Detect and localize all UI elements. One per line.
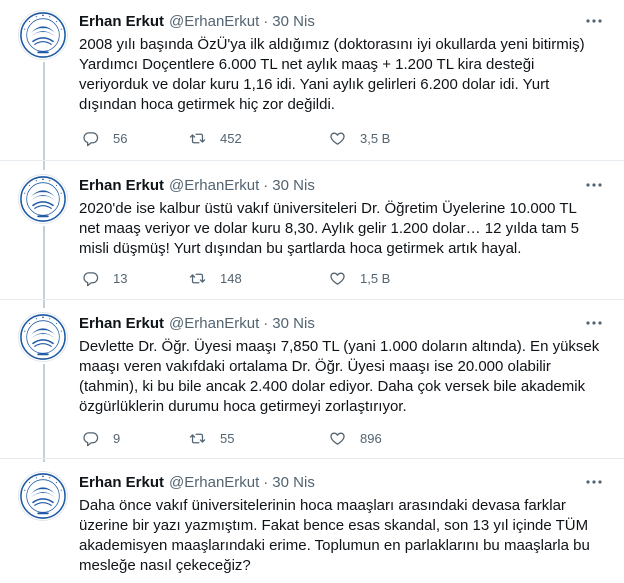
avatar[interactable] [18,312,68,362]
avatar[interactable] [18,471,68,521]
tweet-4[interactable] [0,461,624,583]
retweet-icon [189,270,206,287]
tweet-3[interactable] [0,302,624,457]
avatar[interactable] [18,174,68,224]
like-button[interactable] [329,128,390,148]
tweet-date[interactable]: 30 Nis [272,176,315,194]
author-handle[interactable]: @ErhanErkut [169,473,260,491]
retweet-icon [189,130,206,147]
reply-icon [82,430,99,447]
retweet-count: 148 [220,270,242,286]
reply-button[interactable] [82,428,120,448]
more-button[interactable] [584,13,604,29]
like-count: 1,5 B [360,270,391,286]
separator-dot: · [263,314,269,332]
reply-icon [82,130,99,147]
reply-count: 9 [113,430,121,446]
author-name[interactable]: Erhan Erkut [79,314,165,332]
divider [0,299,624,300]
more-button[interactable] [584,177,604,193]
university-seal-logo [19,472,67,520]
tweet-text: Devlette Dr. Öğr. Üyesi maaşı 7,850 TL (yani 1.000 doların altında). En yüksek maaşı veren vakıfdaki ortalama Dr. Öğr. Üyesi maaşı ise 20.000 olabilir (tahmin), ki bu bile ancak 2.400 dolar ediyor. Daha çok versek bile akademik özgürlüklerin durumu hoca getirmeyi zorlaştırıyor. [79,338,600,415]
more-icon [586,19,602,23]
reply-button[interactable] [82,268,127,288]
tweet-text: 2020'de ise kalbur üstü vakıf üniversiteleri Dr. Öğretim Üyelerine 10.000 TL net maaş veriyor ve dolar kuru 8,30. Aylık gelir 1.200 dolar… 12 yılda tam 5 misli düşmüş! Yurt dışından bu şartlarda hoca getirmek artık hayal. [79,200,579,257]
retweet-count: 55 [220,430,235,446]
tweet-header [79,471,606,493]
tweet-date[interactable]: 30 Nis [272,314,315,332]
university-seal-logo [19,11,67,59]
university-seal-logo [19,313,67,361]
author-name[interactable]: Erhan Erkut [79,473,165,491]
avatar[interactable] [18,10,68,60]
retweet-button[interactable] [189,128,242,148]
like-button[interactable] [329,268,390,288]
more-button[interactable] [584,315,604,331]
reply-icon [82,270,99,287]
university-seal-logo [19,175,67,223]
more-icon [586,321,602,325]
reply-button[interactable] [82,128,127,148]
tweet-actions [79,428,439,448]
tweet-header [79,174,606,196]
tweet-text: 2008 yılı başında ÖzÜ'ya ilk aldığımız (doktorasını iyi okullarda yeni bitirmiş) Yardımcı Doçentlere 6.000 TL net aylık maaş + 1.200 TL kira desteği veriyorduk ve dolar kuru 1,16 idi. Yani aylık gelirleri 6.200 dolar idi. Yurt dışından hoca getirmek hiç zor değildi. [79,36,585,113]
more-icon [586,183,602,187]
reply-count: 56 [113,130,128,146]
separator-dot: · [263,176,269,194]
retweet-button[interactable] [189,428,234,448]
author-name[interactable]: Erhan Erkut [79,12,165,30]
reply-count: 13 [113,270,128,286]
tweet-1[interactable] [0,0,624,160]
author-handle[interactable]: @ErhanErkut [169,12,260,30]
heart-icon [329,430,346,447]
like-count: 896 [360,430,382,446]
tweet-date[interactable]: 30 Nis [272,12,315,30]
author-handle[interactable]: @ErhanErkut [169,176,260,194]
tweet-date[interactable]: 30 Nis [272,473,315,491]
heart-icon [329,270,346,287]
tweet-text: Daha önce vakıf üniversitelerinin hoca maaşları arasındaki devasa farklar üzerine bir yazı yazmıştım. Fakat bence esas skandal, son 13 yıl içinde TÜM akademisyen maaşlarındaki erime. Toplumun en parlaklarını bu maaşlarla bu mesleğe nasıl çekeceğiz? [79,497,590,574]
heart-icon [329,130,346,147]
retweet-count: 452 [220,130,242,146]
tweet-header [79,312,606,334]
retweet-icon [189,430,206,447]
retweet-button[interactable] [189,268,242,288]
more-icon [586,480,602,484]
tweet-actions [79,268,439,288]
like-button[interactable] [329,428,382,448]
divider [0,160,624,161]
tweet-2[interactable] [0,164,624,299]
divider [0,458,624,459]
more-button[interactable] [584,474,604,490]
separator-dot: · [263,12,269,30]
tweet-header [79,10,606,32]
author-name[interactable]: Erhan Erkut [79,176,165,194]
tweet-actions [79,128,439,148]
author-handle[interactable]: @ErhanErkut [169,314,260,332]
separator-dot: · [263,473,269,491]
like-count: 3,5 B [360,130,391,146]
